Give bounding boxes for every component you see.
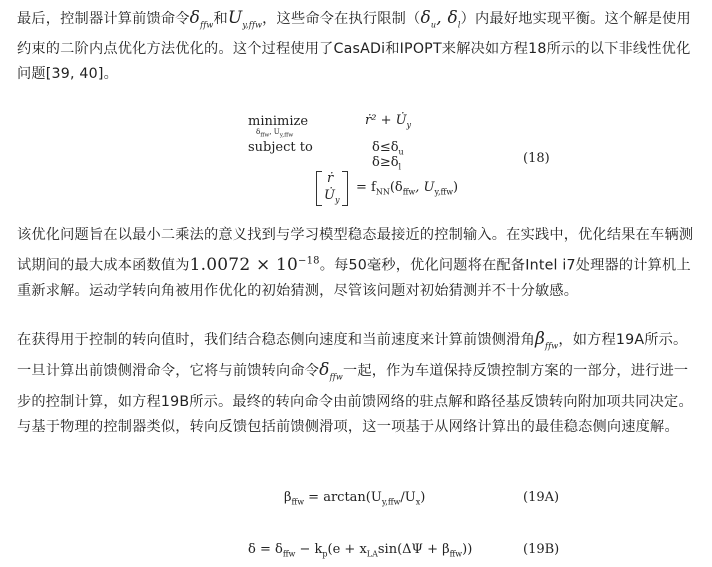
eq18-right-bracket xyxy=(342,171,348,206)
p1-text-b: 和 xyxy=(213,11,228,27)
delta-ffw-symbol: $\delta_{ffw}$ xyxy=(189,8,214,30)
p2-text-a: 该优化问题旨在以最小二乘法的意义找到与学习模型稳态最接近的控制输入。在实践中，优化结果在车辆测试期间的最大成本函数值为 xyxy=(17,227,694,274)
eq18-subject-to: subject to xyxy=(248,140,313,155)
p3-text-c: 一起，作为车道保持反馈控制方案的一部分，进行进一步的控制计算，如方程19B所示。最终的转向命令由前馈网络的驻点解和路径基反馈转向附加项共同决定。与基于物理的控制器类似，转向反馈包括前馈侧滑项，这一项基于从网络计算出的最佳稳态侧向速度解。 xyxy=(17,363,693,435)
p3-text-a: 在获得用于控制的转向值时，我们结合稳态侧向速度和当前速度来计算前馈侧滑角 xyxy=(17,332,535,348)
paragraph-1 xyxy=(17,6,697,87)
eq19b-number: (19B) xyxy=(523,542,560,557)
limit-symbols: $\delta_u$, $\delta_l$ xyxy=(420,8,461,30)
eq19a-body: $\beta_{ffw} = \arctan(U_{y,ffw}/U_x)$ xyxy=(284,490,426,507)
p2-text-b: 。每50毫秒，优化问题将在配备Intel i7处理器的计算机上重新求解。运动学转向角被用作优化的初始猜测，尽管该问题对初始猜测并不十分敏感。 xyxy=(17,257,691,299)
uy-ffw-symbol: $U_{y,ffw}$ xyxy=(227,8,263,30)
eq19b-body: $\delta = \delta_{ffw} - k_p(e + x_{LA}\sin(\Delta\Psi + \beta_{ffw}))$ xyxy=(248,542,473,559)
eq18-left-bracket xyxy=(316,171,322,206)
eq18-vec-top: ṙ xyxy=(327,171,334,186)
eq19a-number: (19A) xyxy=(523,490,560,505)
eq18-minimize-under: $\delta_{ffw}$, $U_{y,ffw}$ xyxy=(256,128,294,139)
beta-ffw-symbol: $\beta_{ffw}$ xyxy=(534,329,559,351)
eq18-constraint-upper: $\delta\le\delta_u$ xyxy=(372,140,404,157)
eq18-number: (18) xyxy=(523,151,550,166)
max-cost-value: $1.0072 \times 10^{-18}$ xyxy=(189,254,320,275)
delta-ffw-symbol-2: $\delta_{ffw}$ xyxy=(319,360,343,382)
paragraph-2 xyxy=(17,223,697,304)
p1-text-d: ）内最好地实现平衡。这个解是使用约束的二阶内点优化方法优化的。这个过程使用了CasADi和IPOPT来解决如方程18所示的以下非线性优化问题[39, 40]。 xyxy=(17,11,691,83)
eq18-vec-bottom: $U̇_y$ xyxy=(324,188,340,205)
eq18-minimize: minimize xyxy=(248,114,309,129)
paragraph-3 xyxy=(17,327,697,440)
eq18-rhs: = $f_{NN}(\delta_{ffw}$, $U_{y,ffw}$) xyxy=(356,180,459,197)
eq18-constraint-lower: $\delta\ge\delta_l$ xyxy=(372,155,402,172)
p1-text-c: ，这些命令在执行限制（ xyxy=(262,11,421,27)
eq18-objective: ṙ² + $U̇_y$ xyxy=(365,113,412,130)
p1-text-a: 最后，控制器计算前馈命令 xyxy=(17,11,190,27)
p3-text-b: ，如方程19A所示。一旦计算出前馈侧滑命令，它将与前馈转向命令 xyxy=(17,332,688,380)
